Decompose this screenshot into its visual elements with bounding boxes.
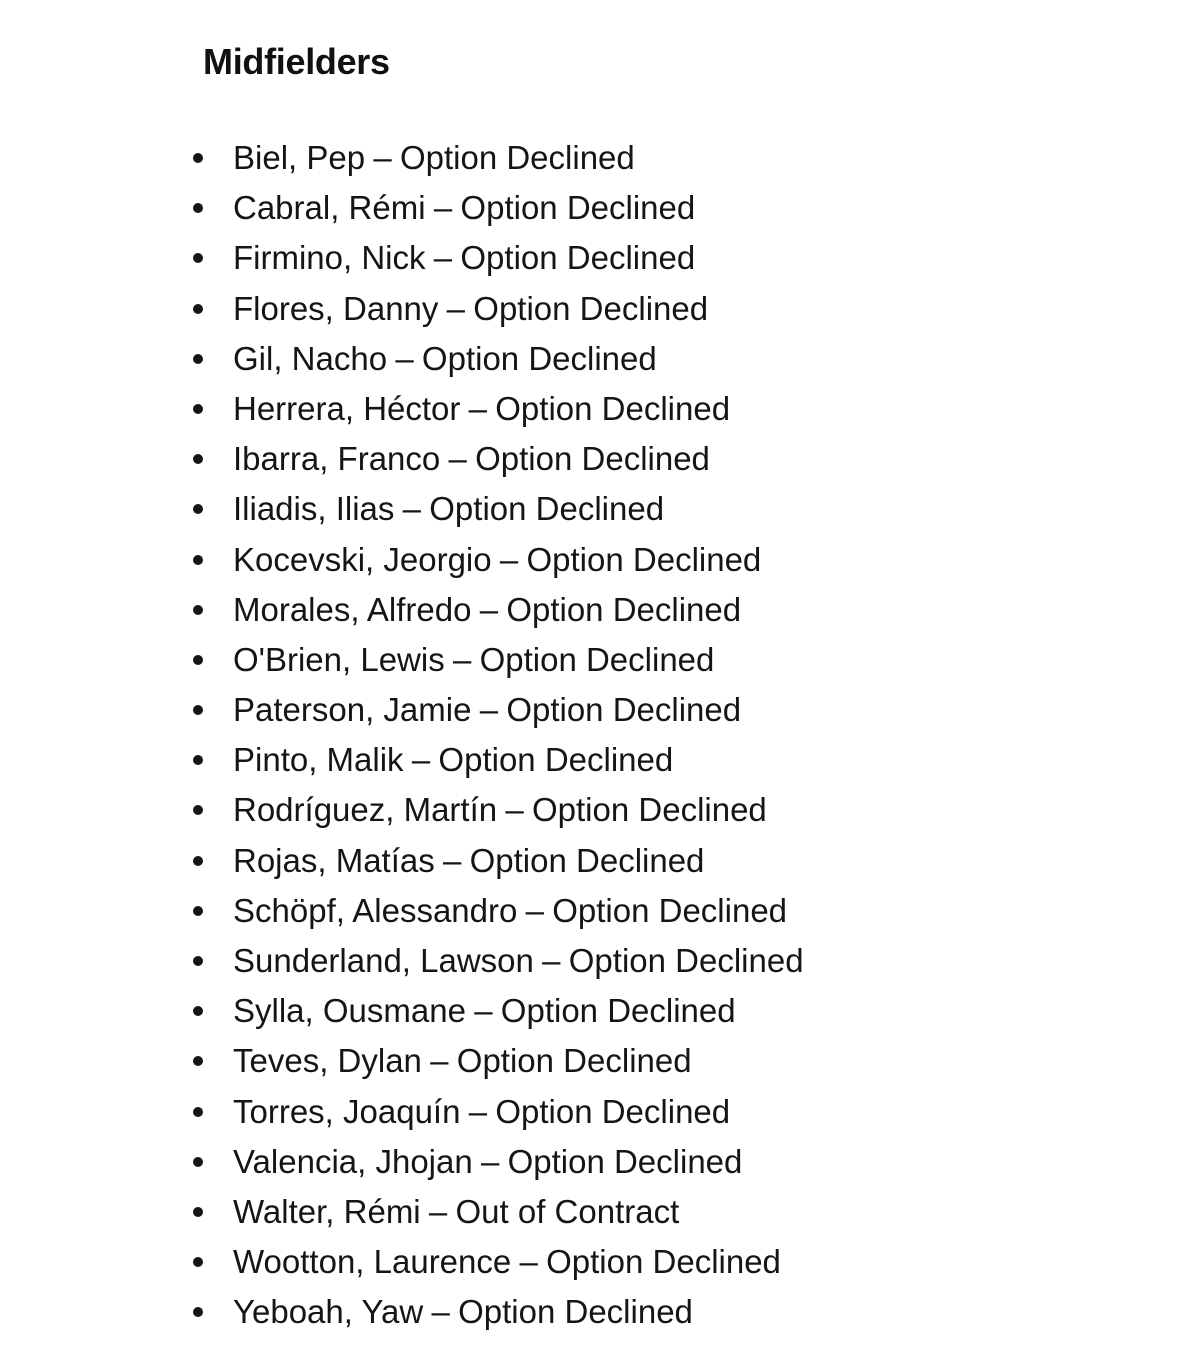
contract-status: Option Declined xyxy=(526,540,762,578)
contract-status: Option Declined xyxy=(456,1042,692,1080)
list-item xyxy=(193,635,804,685)
contract-status: Option Declined xyxy=(421,339,657,377)
bullet-icon xyxy=(193,1157,203,1167)
player-name: Teves, Dylan xyxy=(233,1042,422,1080)
bullet-icon xyxy=(193,755,203,765)
contract-status: Option Declined xyxy=(460,189,696,227)
player-name: Herrera, Héctor xyxy=(233,389,461,427)
section-heading: Midfielders xyxy=(203,41,390,82)
bullet-icon xyxy=(193,605,203,615)
list-item xyxy=(193,384,804,434)
separator: – xyxy=(468,1092,488,1130)
separator: – xyxy=(402,490,421,528)
contract-status: Option Declined xyxy=(568,942,804,979)
contract-status: Option Declined xyxy=(506,590,742,628)
bullet-icon xyxy=(193,655,203,665)
contract-status: Option Declined xyxy=(479,640,715,678)
list-item xyxy=(193,284,804,334)
bullet-icon xyxy=(193,856,203,866)
player-name: Rojas, Matías xyxy=(233,841,435,879)
contract-status: Out of Contract xyxy=(455,1192,680,1230)
separator: – xyxy=(431,1293,450,1331)
separator: – xyxy=(395,339,414,377)
player-name: Yeboah, Yaw xyxy=(233,1293,424,1331)
separator: – xyxy=(479,691,499,729)
bullet-icon xyxy=(193,805,203,815)
player-name: Sylla, Ousmane xyxy=(233,992,466,1030)
list-item xyxy=(193,735,804,785)
list-item xyxy=(193,585,804,635)
list-item xyxy=(193,836,804,886)
player-name: Walter, Rémi xyxy=(233,1192,421,1230)
separator: – xyxy=(519,1243,538,1281)
contract-status: Option Declined xyxy=(429,490,665,528)
separator: – xyxy=(525,891,544,929)
bullet-icon xyxy=(193,555,203,565)
contract-status: Option Declined xyxy=(399,139,635,176)
list-item xyxy=(193,1237,804,1287)
list-item xyxy=(193,1137,804,1187)
list-item xyxy=(193,1087,804,1137)
player-name: Iliadis, Ilias xyxy=(233,490,395,528)
player-name: Morales, Alfredo xyxy=(233,590,472,628)
bullet-icon xyxy=(193,1257,203,1267)
list-item xyxy=(193,886,804,936)
separator: – xyxy=(433,189,453,227)
midfielders-section xyxy=(203,36,1103,1331)
player-name: Sunderland, Lawson xyxy=(233,942,534,979)
contract-status: Option Declined xyxy=(546,1243,781,1281)
list-item xyxy=(193,1287,804,1337)
separator: – xyxy=(474,992,493,1030)
player-name: Biel, Pep xyxy=(233,139,366,176)
list-item xyxy=(193,785,804,835)
list-item xyxy=(193,183,804,233)
list-item xyxy=(193,535,804,585)
bullet-icon xyxy=(193,304,203,314)
player-name: O'Brien, Lewis xyxy=(233,640,445,678)
list-item xyxy=(193,685,804,735)
contract-status: Option Declined xyxy=(495,1092,731,1130)
list-item xyxy=(193,434,804,484)
contract-status: Option Declined xyxy=(473,289,709,327)
separator: – xyxy=(479,590,499,628)
list-item xyxy=(193,1187,804,1237)
separator: – xyxy=(505,791,524,829)
contract-status: Option Declined xyxy=(507,1142,743,1180)
list-item xyxy=(193,1036,804,1086)
separator: – xyxy=(499,540,519,578)
contract-status: Option Declined xyxy=(500,992,736,1030)
contract-status: Option Declined xyxy=(506,691,742,729)
player-name: Wootton, Laurence xyxy=(233,1243,512,1281)
bullet-icon xyxy=(193,1107,203,1117)
list-item xyxy=(193,334,804,384)
list-item xyxy=(193,484,804,534)
separator: – xyxy=(446,289,466,327)
list-item xyxy=(193,986,804,1036)
bullet-icon xyxy=(193,504,203,514)
separator: – xyxy=(433,239,453,277)
bullet-icon xyxy=(193,705,203,715)
contract-status: Option Declined xyxy=(458,1293,693,1331)
separator: – xyxy=(448,440,467,478)
contract-status: Option Declined xyxy=(469,841,705,879)
bullet-icon xyxy=(193,404,203,414)
player-name: Firmino, Nick xyxy=(233,239,426,277)
player-name: Pinto, Malik xyxy=(233,741,404,779)
separator: – xyxy=(468,389,487,427)
contract-status: Option Declined xyxy=(475,440,710,478)
contract-status: Option Declined xyxy=(531,791,767,829)
bullet-icon xyxy=(193,1056,203,1066)
player-name: Cabral, Rémi xyxy=(233,189,426,227)
bullet-icon xyxy=(193,1207,203,1217)
bullet-icon xyxy=(193,1006,203,1016)
bullet-icon xyxy=(193,253,203,263)
player-name: Flores, Danny xyxy=(233,289,439,327)
separator: – xyxy=(443,841,462,879)
player-name: Rodríguez, Martín xyxy=(233,791,498,829)
bullet-icon xyxy=(193,354,203,364)
separator: – xyxy=(373,139,392,176)
separator: – xyxy=(430,1042,449,1080)
player-name: Schöpf, Alessandro xyxy=(233,891,518,929)
separator: – xyxy=(411,741,431,779)
bullet-icon xyxy=(193,153,203,163)
contract-status: Option Declined xyxy=(495,389,731,427)
list-item xyxy=(193,133,804,183)
separator: – xyxy=(428,1192,448,1230)
player-list xyxy=(193,133,804,1338)
player-name: Gil, Nacho xyxy=(233,339,388,377)
player-name: Valencia, Jhojan xyxy=(233,1142,473,1180)
bullet-icon xyxy=(193,956,203,966)
player-name: Torres, Joaquín xyxy=(233,1092,461,1130)
contract-status: Option Declined xyxy=(552,891,788,929)
separator: – xyxy=(452,640,472,678)
bullet-icon xyxy=(193,203,203,213)
player-name: Kocevski, Jeorgio xyxy=(233,540,492,578)
separator: – xyxy=(542,942,561,979)
bullet-icon xyxy=(193,1307,203,1317)
bullet-icon xyxy=(193,454,203,464)
contract-status: Option Declined xyxy=(460,239,696,277)
bullet-icon xyxy=(193,906,203,916)
separator: – xyxy=(480,1142,500,1180)
player-name: Paterson, Jamie xyxy=(233,691,472,729)
list-item xyxy=(193,936,804,986)
list-item xyxy=(193,233,804,283)
player-name: Ibarra, Franco xyxy=(233,440,441,478)
contract-status: Option Declined xyxy=(438,741,674,779)
